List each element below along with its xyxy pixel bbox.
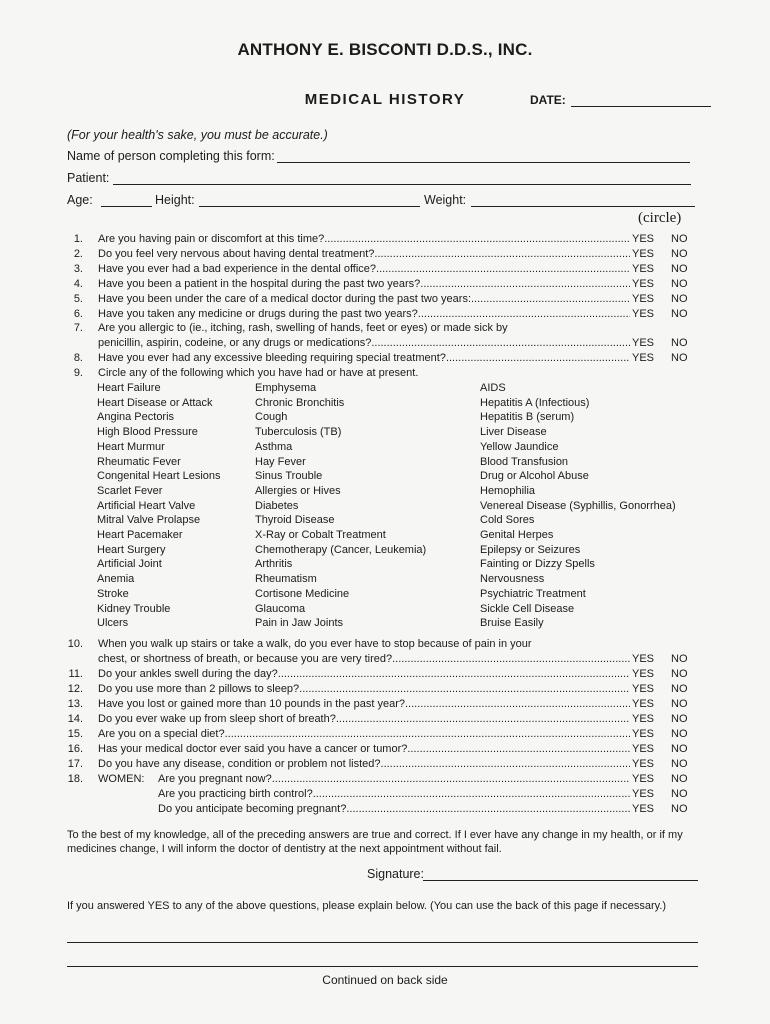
question-row	[55, 757, 715, 771]
condition-item[interactable]: Ulcers	[97, 617, 129, 630]
question-text: Are you allergic to (ie., itching, rash, swelling of hands, feet or eyes) or made sick by	[98, 322, 508, 334]
yes-option[interactable]: YES	[632, 263, 655, 275]
question-text: Are you having pain or discomfort at this time? .....	[98, 232, 630, 246]
condition-item[interactable]: Rheumatic Fever	[97, 455, 181, 468]
no-option[interactable]: NO	[671, 263, 688, 275]
question-text: Has your medical doctor ever said you have a cancer or tumor? .....	[98, 742, 630, 756]
condition-item[interactable]: Cold Sores	[480, 514, 535, 527]
question-text: When you walk up stairs or take a walk, do you ever have to stop because of pain in your	[98, 638, 532, 650]
yes-option[interactable]: YES	[632, 337, 655, 349]
condition-item[interactable]: High Blood Pressure	[97, 426, 198, 439]
no-option[interactable]: NO	[671, 653, 688, 665]
question-text: Do you feel very nervous about having dental treatment? .....	[98, 247, 630, 261]
condition-item[interactable]: Heart Disease or Attack	[97, 396, 213, 409]
conditions-column-3	[480, 381, 676, 631]
condition-item[interactable]: Asthma	[255, 440, 293, 453]
question-row	[55, 336, 715, 350]
question-row	[55, 321, 715, 335]
question-number: 12.	[67, 683, 83, 695]
condition-item[interactable]: Hepatitis A (Infectious)	[480, 396, 590, 409]
question-text: penicillin, aspirin, codeine, or any drugs or medications? .....	[98, 336, 630, 350]
question-text: Do you anticipate becoming pregnant? .....	[158, 802, 630, 816]
condition-item[interactable]: Chemotherapy (Cancer, Leukemia)	[255, 543, 427, 556]
question-row	[55, 307, 715, 321]
condition-item[interactable]: Cortisone Medicine	[255, 587, 350, 600]
question-text: Have you ever had a bad experience in the dental office? .....	[98, 262, 630, 276]
conditions-column-2	[255, 381, 426, 631]
question-row	[55, 727, 715, 741]
weight-field[interactable]	[471, 206, 695, 207]
condition-item[interactable]: Drug or Alcohol Abuse	[480, 470, 589, 483]
no-option[interactable]: NO	[671, 743, 688, 755]
condition-item[interactable]: Epilepsy or Seizures	[480, 543, 581, 556]
condition-item[interactable]: Rheumatism	[255, 573, 317, 586]
question-text: Have you ever had any excessive bleeding requiring special treatment? .....	[98, 351, 630, 365]
question-row	[55, 232, 715, 246]
condition-item[interactable]: Anemia	[97, 573, 135, 586]
no-option[interactable]: NO	[671, 773, 688, 785]
no-option[interactable]: NO	[671, 728, 688, 740]
conditions-column-1	[97, 381, 221, 631]
question-text: Do you have any disease, condition or problem not listed? .....	[98, 757, 630, 771]
yes-option[interactable]: YES	[632, 803, 655, 815]
yes-option[interactable]: YES	[632, 788, 655, 800]
question-text: Circle any of the following which you have had or have at present.	[98, 367, 419, 379]
question-text: chest, or shortness of breath, or because you are very tired? .....	[98, 652, 630, 666]
question-row	[55, 697, 715, 711]
condition-item[interactable]: Hay Fever	[255, 455, 306, 468]
yes-option[interactable]: YES	[632, 248, 655, 260]
no-option[interactable]: NO	[671, 293, 688, 305]
question-text: Do you use more than 2 pillows to sleep? .....	[98, 682, 630, 696]
question-row	[55, 802, 715, 816]
question-row	[55, 247, 715, 261]
question-number: 14.	[67, 713, 83, 725]
height-field[interactable]	[199, 206, 420, 207]
question-row	[55, 637, 715, 651]
no-option[interactable]: NO	[671, 713, 688, 725]
condition-item[interactable]: Emphysema	[255, 382, 317, 394]
condition-item[interactable]: Cough	[255, 411, 288, 424]
question-number: 13.	[67, 698, 83, 710]
yes-option[interactable]: YES	[632, 308, 655, 320]
yes-option[interactable]: YES	[632, 773, 655, 785]
question-row	[55, 772, 715, 786]
question-number: 1.	[73, 233, 83, 245]
yes-option[interactable]: YES	[632, 668, 655, 680]
no-option[interactable]: NO	[671, 352, 688, 364]
condition-item[interactable]: Heart Surgery	[97, 543, 166, 556]
question-row	[55, 652, 715, 666]
question-number: 3.	[73, 263, 83, 275]
form-title: MEDICAL HISTORY	[304, 91, 466, 108]
question-row	[55, 712, 715, 726]
question-number: 7.	[73, 322, 83, 334]
condition-item[interactable]: Sickle Cell Disease	[480, 602, 575, 615]
yes-option[interactable]: YES	[632, 233, 655, 245]
intro-note: (For your health's sake, you must be accurate.)	[67, 128, 328, 142]
condition-item[interactable]: Hemophilia	[480, 484, 536, 497]
patient-label: Patient:	[67, 171, 110, 185]
condition-item[interactable]: Blood Transfusion	[480, 455, 569, 468]
question-number: 6.	[73, 308, 83, 320]
yes-option[interactable]: YES	[632, 698, 655, 710]
question-number: 8.	[73, 352, 83, 364]
yes-option[interactable]: YES	[632, 758, 655, 770]
question-number: 17.	[67, 758, 83, 770]
question-number: 9.	[73, 367, 83, 379]
question-text: Have you been a patient in the hospital during the past two years? .....	[98, 277, 630, 291]
condition-item[interactable]: Stroke	[97, 587, 129, 600]
condition-item[interactable]: Sinus Trouble	[255, 470, 323, 483]
question-row	[55, 277, 715, 291]
question-prefix: WOMEN:	[98, 773, 145, 785]
yes-option[interactable]: YES	[632, 352, 655, 364]
condition-item[interactable]: Kidney Trouble	[97, 602, 171, 615]
date-label: DATE:	[530, 93, 566, 107]
no-option[interactable]: NO	[671, 788, 688, 800]
completing-name-field[interactable]	[277, 162, 690, 163]
patient-name-field[interactable]	[113, 184, 691, 185]
question-text: Have you lost or gained more than 10 pounds in the past year? .....	[98, 697, 630, 711]
no-option[interactable]: NO	[671, 337, 688, 349]
condition-item[interactable]: Pain in Jaw Joints	[255, 617, 344, 630]
question-number: 16.	[67, 743, 83, 755]
question-text: Are you pregnant now? .....	[158, 772, 630, 786]
condition-item[interactable]: Artificial Heart Valve	[97, 499, 196, 512]
completing-label: Name of person completing this form:	[67, 149, 275, 163]
yes-option[interactable]: YES	[632, 713, 655, 725]
signature-field[interactable]	[423, 880, 698, 881]
yes-option[interactable]: YES	[632, 293, 655, 305]
condition-item[interactable]: Diabetes	[255, 499, 299, 512]
weight-label: Weight:	[424, 193, 467, 207]
question-number: 11.	[68, 668, 83, 680]
condition-item[interactable]: Genital Herpes	[480, 529, 554, 542]
yes-option[interactable]: YES	[632, 683, 655, 695]
condition-item[interactable]: Yellow Jaundice	[480, 440, 559, 453]
condition-item[interactable]: Heart Murmur	[97, 440, 165, 453]
signature-label: Signature:	[367, 867, 424, 881]
condition-item[interactable]: Arthritis	[255, 558, 293, 571]
explain-instruction: If you answered YES to any of the above questions, please explain below. (You can use the back of this page if necessary.)	[67, 900, 667, 912]
no-option[interactable]: NO	[671, 683, 688, 695]
condition-item[interactable]: Glaucoma	[255, 602, 306, 615]
no-option[interactable]: NO	[671, 278, 688, 290]
condition-item[interactable]: Bruise Easily	[480, 617, 544, 630]
question-row	[55, 262, 715, 276]
condition-item[interactable]: Chronic Bronchitis	[255, 396, 345, 409]
question-number: 18.	[67, 773, 83, 785]
condition-item[interactable]: Hepatitis B (serum)	[480, 411, 575, 424]
question-number: 4.	[73, 278, 83, 290]
condition-item[interactable]: Allergies or Hives	[255, 484, 341, 497]
date-field[interactable]	[571, 106, 711, 107]
question-row	[55, 787, 715, 801]
condition-item[interactable]: Artificial Joint	[97, 558, 162, 571]
yes-option[interactable]: YES	[632, 743, 655, 755]
no-option[interactable]: NO	[671, 758, 688, 770]
question-row	[55, 351, 715, 365]
question-number: 5.	[73, 293, 83, 305]
condition-item[interactable]: Liver Disease	[480, 426, 547, 439]
age-field[interactable]	[101, 206, 152, 207]
question-row	[55, 366, 715, 380]
explain-line-2[interactable]	[67, 966, 698, 967]
question-number: 15.	[67, 728, 83, 740]
continued-note: Continued on back side	[322, 973, 448, 987]
condition-item[interactable]: Psychiatric Treatment	[480, 587, 586, 600]
question-row	[55, 667, 715, 681]
no-option[interactable]: NO	[671, 803, 688, 815]
condition-item[interactable]: Scarlet Fever	[97, 484, 163, 497]
yes-option[interactable]: YES	[632, 728, 655, 740]
age-label: Age:	[67, 193, 93, 207]
question-text: Do your ankles swell during the day? .....	[98, 667, 630, 681]
question-text: Have you taken any medicine or drugs during the past two years? .....	[98, 307, 630, 321]
no-option[interactable]: NO	[671, 233, 688, 245]
condition-item[interactable]: Fainting or Dizzy Spells	[480, 558, 595, 571]
condition-item[interactable]: X-Ray or Cobalt Treatment	[255, 529, 386, 542]
yes-option[interactable]: YES	[632, 278, 655, 290]
question-text: Do you ever wake up from sleep short of breath? .....	[98, 712, 630, 726]
question-row	[55, 292, 715, 306]
question-row	[55, 742, 715, 756]
condition-item[interactable]: AIDS	[480, 382, 506, 394]
yes-option[interactable]: YES	[632, 653, 655, 665]
question-number: 2.	[73, 248, 83, 260]
condition-item[interactable]: Heart Failure	[97, 382, 161, 394]
office-name: ANTHONY E. BISCONTI D.D.S., INC.	[237, 40, 533, 59]
height-label: Height:	[155, 193, 195, 207]
no-option[interactable]: NO	[671, 698, 688, 710]
condition-item[interactable]: Mitral Valve Prolapse	[97, 514, 201, 527]
explain-line-1[interactable]	[67, 942, 698, 943]
condition-item[interactable]: Venereal Disease (Syphillis, Gonorrhea)	[480, 499, 676, 512]
condition-item[interactable]: Congenital Heart Lesions	[97, 470, 221, 483]
question-text: Are you practicing birth control? .....	[158, 787, 630, 801]
no-option[interactable]: NO	[671, 668, 688, 680]
condition-item[interactable]: Heart Pacemaker	[97, 529, 183, 542]
question-text: Have you been under the care of a medical doctor during the past two years: .....	[98, 292, 630, 306]
no-option[interactable]: NO	[671, 308, 688, 320]
certification-statement: To the best of my knowledge, all of the preceding answers are true and correct. If I ever have any change in my health, or if my medicines change, I will inform the doctor of dentistry at the next appointment without fail.	[67, 829, 683, 855]
condition-item[interactable]: Thyroid Disease	[255, 514, 335, 527]
circle-instruction: (circle)	[638, 210, 682, 226]
condition-item[interactable]: Nervousness	[480, 573, 545, 586]
condition-item[interactable]: Tuberculosis (TB)	[255, 426, 342, 439]
question-number: 10.	[67, 638, 83, 650]
question-row	[55, 682, 715, 696]
condition-item[interactable]: Angina Pectoris	[97, 411, 175, 424]
question-text: Are you on a special diet? .....	[98, 727, 630, 741]
no-option[interactable]: NO	[671, 248, 688, 260]
